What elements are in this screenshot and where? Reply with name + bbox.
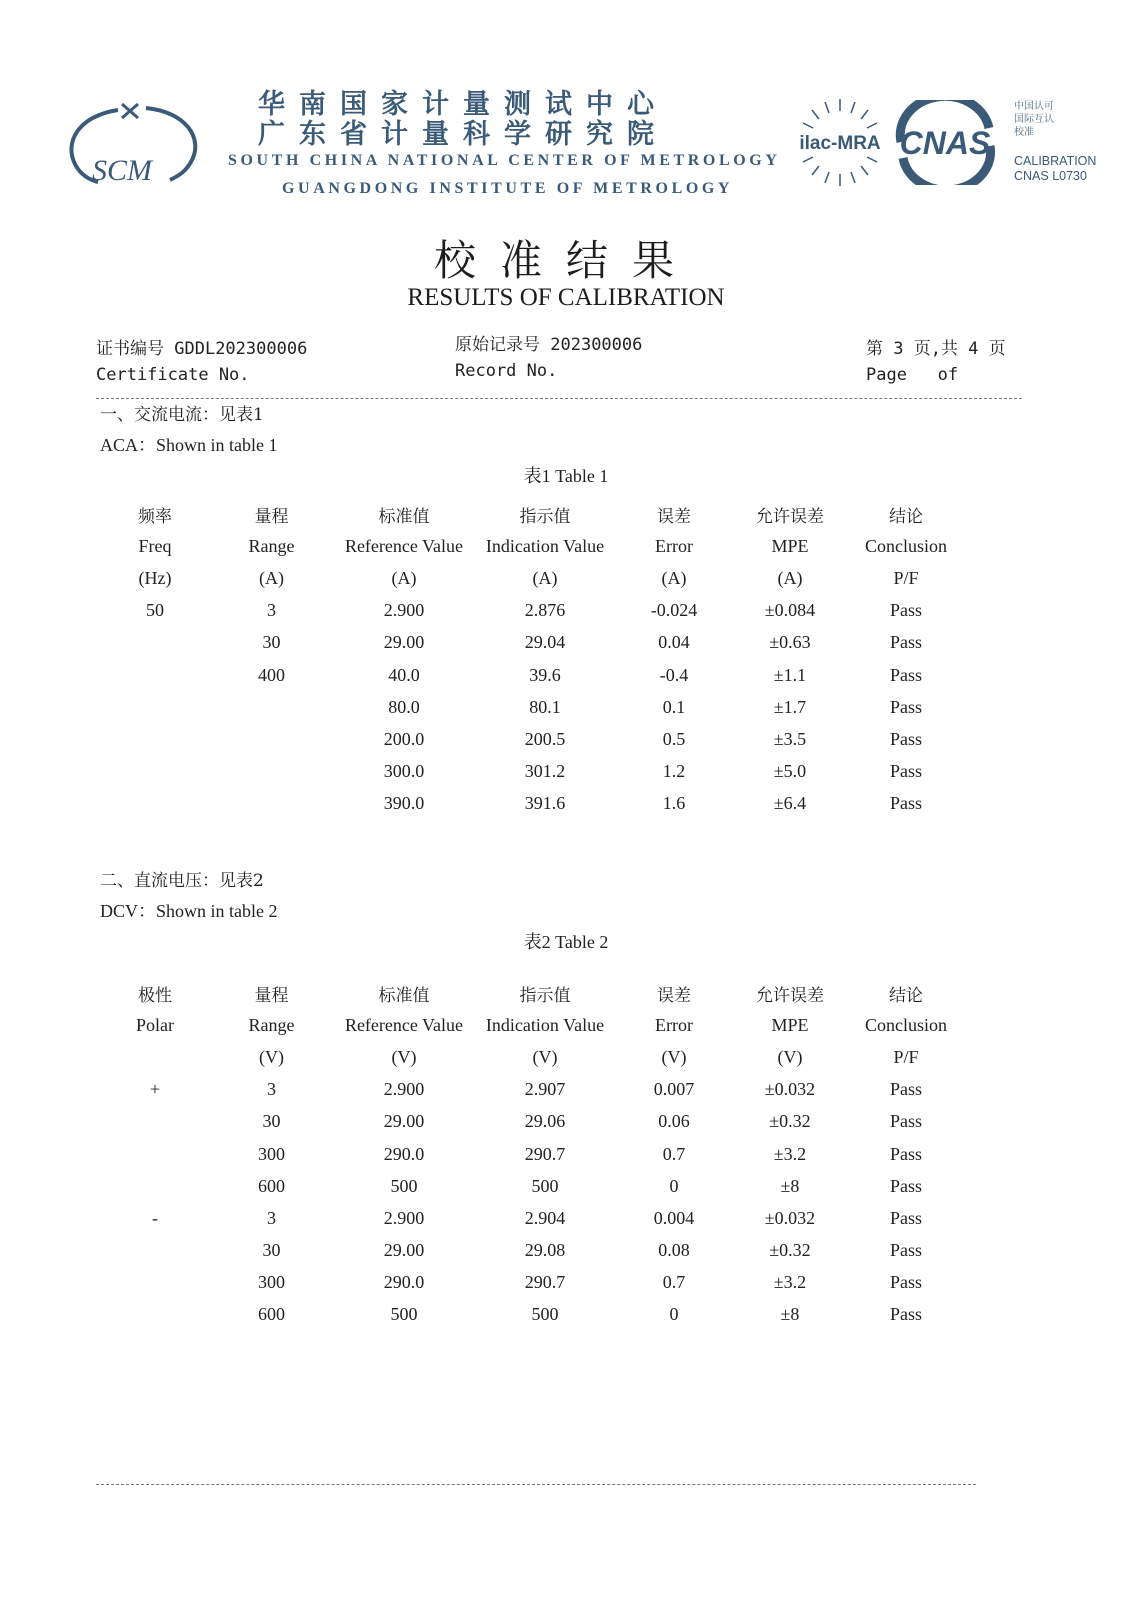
table2-cell: 500	[390, 1175, 418, 1196]
table2-header-cn-5: 允许误差	[756, 985, 824, 1006]
table2-cell: Pass	[889, 1143, 922, 1164]
table2-cell: -	[152, 1207, 158, 1228]
table1-cell: 200.0	[383, 728, 425, 749]
institute-name-cn-2: 广东省计量科学研究院	[258, 119, 668, 150]
table2-row	[100, 1267, 965, 1299]
table1-cell: ±1.7	[773, 696, 807, 717]
table1-cell	[210, 691, 333, 723]
table1-header-en-4: Error	[655, 535, 693, 556]
table2-cell	[100, 1267, 210, 1299]
page-number-cn: 第 3 页,共 4 页	[866, 339, 1006, 359]
table1-cell: ±3.5	[773, 728, 807, 749]
table2-cell: 0.7	[662, 1143, 686, 1164]
table2-cell: 29.00	[383, 1240, 425, 1261]
table1-cell	[100, 691, 210, 723]
table2-cell: ±0.32	[769, 1111, 811, 1132]
section1-title-en: ACA：Shown in table 1	[100, 435, 278, 455]
table1-header-cn-1: 量程	[254, 506, 289, 527]
table2-unit-1: (V)	[259, 1046, 284, 1067]
table2-cell: ±0.032	[764, 1079, 816, 1100]
page-number-en: Page of	[866, 365, 959, 385]
table2-row	[100, 1170, 965, 1202]
cnas-cn-line-1: 中国认可	[1014, 101, 1054, 112]
table2-header-en-6: Conclusion	[864, 1014, 947, 1035]
table2-cell	[100, 1235, 210, 1267]
table1-cell	[100, 659, 210, 691]
table1-row	[100, 723, 965, 755]
table1-cell	[100, 756, 210, 788]
record-number-line	[455, 332, 642, 358]
certificate-number-line	[96, 336, 307, 362]
table1-row	[100, 691, 965, 723]
table2-cell: 30	[262, 1240, 281, 1261]
table1-row	[100, 756, 965, 788]
table2-cell: 500	[390, 1304, 418, 1325]
table1-cell: 300.0	[383, 761, 425, 782]
table1-body	[100, 595, 965, 820]
table1-caption: 表1 Table 1	[523, 466, 609, 486]
table2-cell: 0	[669, 1175, 679, 1196]
letterhead	[0, 0, 1132, 210]
table2-cell: Pass	[889, 1272, 922, 1293]
table2-cell: 600	[258, 1304, 285, 1325]
table2-cell: 0.004	[653, 1207, 695, 1228]
table1-header-en	[100, 530, 965, 562]
table2-unit-0	[100, 1041, 210, 1073]
table1-cell	[210, 723, 333, 755]
table1-header-cn-0: 频率	[138, 506, 172, 527]
table2-cell: 3	[267, 1207, 276, 1228]
table2-header-en-2: Reference Value	[344, 1014, 464, 1035]
table1-cell: 0.5	[662, 728, 686, 749]
table2-cell: 0.007	[653, 1079, 695, 1100]
section2-title-cn: 二、直流电压：见表2	[100, 871, 264, 891]
table1-header-en-6: Conclusion	[864, 535, 947, 556]
table1	[100, 498, 965, 820]
table2-cell: Pass	[889, 1304, 922, 1325]
cnas-cn-line-3: 校准	[1014, 127, 1034, 138]
table2-cell: 300	[258, 1143, 285, 1164]
table2-header-en-5: MPE	[771, 1014, 809, 1035]
table1-header-en-2: Reference Value	[344, 535, 464, 556]
table2-cell: ±8	[780, 1304, 800, 1325]
table1-unit-6: P/F	[893, 567, 919, 588]
table1-cell: ±0.63	[769, 632, 811, 653]
record-number: 202300006	[550, 335, 643, 355]
table1-cell: 400	[258, 664, 285, 685]
table2-cell: 500	[531, 1175, 559, 1196]
table2-cell: 500	[531, 1304, 559, 1325]
table1-row	[100, 595, 965, 627]
table1-cell: ±0.084	[764, 600, 816, 621]
table1-cell	[210, 788, 333, 820]
table2-cell: ±0.32	[769, 1240, 811, 1261]
table1-unit-1: (A)	[259, 567, 284, 588]
table1-cell: ±5.0	[773, 761, 807, 782]
table2-cell: 29.00	[383, 1111, 425, 1132]
record-number-block	[455, 332, 642, 384]
section2-title-en: DCV：Shown in table 2	[100, 901, 278, 921]
header-divider	[96, 398, 1022, 399]
table1-cell: 1.2	[662, 761, 686, 782]
table2-cell: Pass	[889, 1079, 922, 1100]
table1-cell	[100, 627, 210, 659]
footer-divider	[96, 1484, 976, 1485]
certificate-number-block	[96, 336, 307, 388]
table1-cell: 3	[267, 600, 276, 621]
table2-cell	[100, 1299, 210, 1331]
table1-row	[100, 627, 965, 659]
table1-cell: 1.6	[662, 793, 686, 814]
table1-cell: 80.0	[388, 696, 420, 717]
table2-header-en-0: Polar	[136, 1014, 174, 1035]
table2-cell: 290.7	[524, 1272, 566, 1293]
table2-cell: 2.900	[383, 1207, 425, 1228]
table2-header-cn	[100, 977, 965, 1009]
table2-cell: +	[149, 1079, 161, 1100]
table1-unit-5: (A)	[777, 567, 803, 588]
table2-cell: 29.06	[524, 1111, 566, 1132]
table1-header-en-0: Freq	[138, 535, 172, 556]
table1-unit-4: (A)	[661, 567, 687, 588]
table2-header-cn-1: 量程	[254, 985, 289, 1006]
table1-header-cn-3: 指示值	[519, 506, 571, 527]
table1-unit-3: (A)	[532, 567, 558, 588]
table2-cell: 2.907	[524, 1079, 566, 1100]
table2-cell: 0	[669, 1304, 679, 1325]
table2-row	[100, 1074, 965, 1106]
table2-cell: 0.06	[658, 1111, 690, 1132]
table2-cell: 0.7	[662, 1272, 686, 1293]
table1-header-cn	[100, 498, 965, 530]
table2-row	[100, 1235, 965, 1267]
cnas-en-text	[1014, 154, 1096, 184]
table2	[100, 977, 965, 1331]
table2-cell: 300	[258, 1272, 285, 1293]
scm-logo-text: SCM	[92, 154, 152, 187]
table2-row	[100, 1202, 965, 1234]
table2-row	[100, 1138, 965, 1170]
table1-cell: 2.876	[524, 600, 566, 621]
table2-header-cn-0: 极性	[138, 985, 172, 1006]
cnas-cn-line-2: 国际互认	[1014, 114, 1054, 125]
table2-body	[100, 1074, 965, 1332]
table1-unit-2: (A)	[391, 567, 417, 588]
table2-header-cn-3: 指示值	[519, 985, 571, 1006]
ilac-mra-logo	[795, 95, 885, 190]
cnas-cn-text	[1014, 100, 1054, 139]
cnas-logo	[893, 100, 998, 185]
certificate-label-en: Certificate No.	[96, 365, 250, 385]
table1-cell: Pass	[889, 761, 922, 782]
institute-name-en-1: SOUTH CHINA NATIONAL CENTER OF METROLOGY	[228, 152, 781, 169]
section1-title-cn: 一、交流电流：见表1	[100, 405, 264, 425]
table2-cell	[100, 1106, 210, 1138]
document-title-cn: 校准结果	[433, 236, 698, 285]
table1-row	[100, 659, 965, 691]
document-title-en: RESULTS OF CALIBRATION	[407, 284, 725, 311]
table1-cell: 0.04	[658, 632, 690, 653]
table1-cell: 391.6	[524, 793, 566, 814]
table1-cell: -0.024	[650, 600, 698, 621]
certificate-label-cn: 证书编号	[96, 339, 164, 359]
table2-cell: ±3.2	[773, 1143, 807, 1164]
table2-header-en-4: Error	[655, 1014, 693, 1035]
table2-cell	[100, 1170, 210, 1202]
institute-name-cn-1: 华南国家计量测试中心	[258, 89, 668, 120]
table2-cell: 30	[262, 1111, 281, 1132]
table1-cell	[210, 756, 333, 788]
table2-cell	[100, 1138, 210, 1170]
table1-cell: Pass	[889, 793, 922, 814]
page-number-block	[866, 336, 1006, 388]
scm-logo	[58, 88, 208, 198]
table2-header-en	[100, 1009, 965, 1041]
ilac-mra-text: ilac-MRA	[799, 133, 881, 154]
table2-unit-6: P/F	[893, 1046, 919, 1067]
table1-cell: 50	[146, 600, 164, 621]
table1-header-cn-2: 标准值	[378, 506, 430, 527]
table1-cell: 30	[262, 632, 281, 653]
cnas-accreditation-no: CNAS L0730	[1014, 169, 1087, 183]
table1-cell: Pass	[889, 632, 922, 653]
table2-cell: 29.08	[524, 1240, 566, 1261]
cnas-calibration-label: CALIBRATION	[1014, 154, 1097, 168]
table1-cell: 0.1	[662, 696, 686, 717]
table2-header-cn-2: 标准值	[378, 985, 430, 1006]
table1-cell: 39.6	[529, 664, 561, 685]
table2-unit-3: (V)	[532, 1046, 558, 1067]
table2-cell: 600	[258, 1175, 285, 1196]
table1-cell: Pass	[889, 696, 922, 717]
table2-cell: Pass	[889, 1111, 922, 1132]
record-label-cn: 原始记录号	[455, 335, 540, 355]
table1-header-en-5: MPE	[771, 535, 809, 556]
certificate-number: GDDL202300006	[174, 339, 308, 359]
table1-cell: -0.4	[659, 664, 689, 685]
table2-cell: Pass	[889, 1240, 922, 1261]
table1-header-en-3: Indication Value	[485, 535, 605, 556]
table2-header-cn-4: 误差	[657, 985, 691, 1006]
table1-cell: Pass	[889, 728, 922, 749]
table1-cell	[100, 788, 210, 820]
table1-unit-0: (Hz)	[138, 567, 172, 588]
table2-row	[100, 1299, 965, 1331]
table1-header-cn-6: 结论	[889, 506, 923, 527]
table1-cell	[100, 723, 210, 755]
table2-unit-5: (V)	[777, 1046, 803, 1067]
institute-name-en-2: GUANGDONG INSTITUTE OF METROLOGY	[282, 180, 734, 197]
table2-cell: 3	[267, 1079, 276, 1100]
table2-cell: Pass	[889, 1207, 922, 1228]
table1-cell: ±1.1	[773, 664, 807, 685]
table2-units	[100, 1041, 965, 1073]
table2-cell: 2.900	[383, 1079, 425, 1100]
table2-cell: ±8	[780, 1175, 800, 1196]
record-label-en: Record No.	[455, 361, 558, 381]
table1-units	[100, 562, 965, 594]
table2-header-en-3: Indication Value	[485, 1014, 605, 1035]
table2-cell: Pass	[889, 1175, 922, 1196]
cnas-logo-text: CNAS	[899, 125, 991, 161]
table1-row	[100, 788, 965, 820]
table2-header-en-1: Range	[248, 1014, 295, 1035]
table1-header-en-1: Range	[248, 535, 295, 556]
table1-header-cn-5: 允许误差	[756, 506, 824, 527]
table2-cell: 290.0	[383, 1143, 425, 1164]
table2-cell: 290.0	[383, 1272, 425, 1293]
table1-cell: 301.2	[524, 761, 566, 782]
table1-cell: 200.5	[524, 728, 566, 749]
table1-cell: 29.00	[383, 632, 425, 653]
table2-cell: ±3.2	[773, 1272, 807, 1293]
table1-cell: Pass	[889, 600, 922, 621]
table1-cell: Pass	[889, 664, 922, 685]
table1-cell: 80.1	[529, 696, 561, 717]
table1-cell: ±6.4	[773, 793, 807, 814]
table2-caption: 表2 Table 2	[523, 932, 609, 952]
table2-unit-4: (V)	[661, 1046, 687, 1067]
table1-cell: 2.900	[383, 600, 425, 621]
table1-cell: 40.0	[388, 664, 420, 685]
table1-cell: 390.0	[383, 793, 425, 814]
table2-cell: ±0.032	[764, 1207, 816, 1228]
table2-unit-2: (V)	[391, 1046, 417, 1067]
table2-row	[100, 1106, 965, 1138]
table2-cell: 2.904	[524, 1207, 566, 1228]
table2-header-cn-6: 结论	[889, 985, 923, 1006]
table1-header-cn-4: 误差	[657, 506, 691, 527]
table2-cell: 0.08	[658, 1240, 690, 1261]
table1-cell: 29.04	[524, 632, 566, 653]
table2-cell: 290.7	[524, 1143, 566, 1164]
